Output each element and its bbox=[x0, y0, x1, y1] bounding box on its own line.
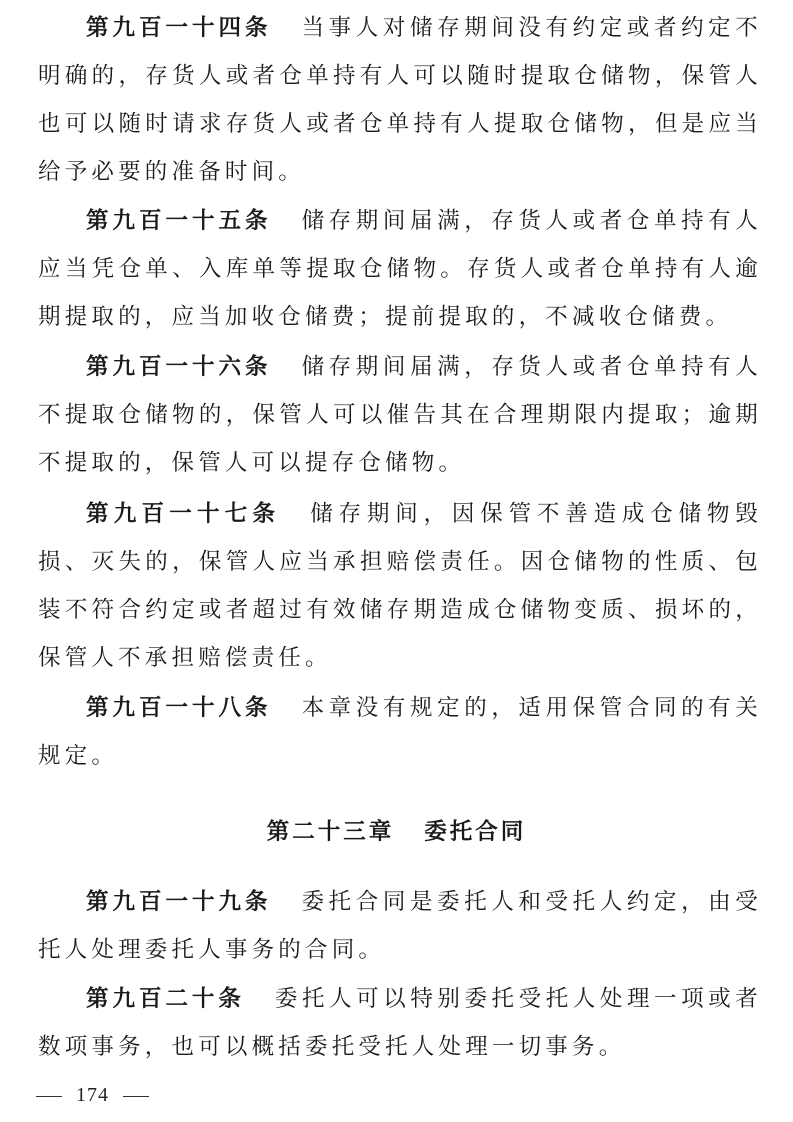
article-text: 本章没有规定的，适用保管合同的有关规定。 bbox=[38, 695, 762, 769]
footer-dash-right bbox=[123, 1096, 149, 1097]
article-number: 第九百一十六条 bbox=[86, 354, 272, 380]
article-920 bbox=[38, 975, 762, 1071]
article-915 bbox=[38, 197, 762, 341]
footer-dash-left bbox=[36, 1096, 62, 1097]
article-text: 委托人可以特别委托受托人处理一项或者数项事务，也可以概括委托受托人处理一切事务。 bbox=[38, 986, 762, 1060]
article-number: 第九百二十条 bbox=[86, 986, 245, 1012]
article-text: 储存期间届满，存货人或者仓单持有人应当凭仓单、入库单等提取仓储物。存货人或者仓单持有人逾期提取的，应当加收仓储费；提前提取的，不减收仓储费。 bbox=[38, 208, 762, 330]
article-number: 第九百一十八条 bbox=[86, 695, 272, 721]
chapter-heading bbox=[0, 812, 793, 852]
article-917 bbox=[38, 490, 762, 682]
page-footer bbox=[36, 1080, 149, 1110]
chapter-number: 第二十三章 bbox=[266, 819, 395, 845]
article-number: 第九百一十七条 bbox=[86, 501, 281, 527]
article-text: 当事人对储存期间没有约定或者约定不明确的，存货人或者仓单持有人可以随时提取仓储物，保管人也可以随时请求存货人或者仓单持有人提取仓储物，但是应当给予必要的准备时间。 bbox=[38, 15, 762, 185]
article-919 bbox=[38, 878, 762, 974]
article-916 bbox=[38, 343, 762, 487]
article-918 bbox=[38, 684, 762, 780]
article-number: 第九百一十九条 bbox=[86, 889, 272, 915]
article-text: 储存期间届满，存货人或者仓单持有人不提取仓储物的，保管人可以催告其在合理期限内提取；逾期不提取的，保管人可以提存仓储物。 bbox=[38, 354, 762, 476]
page-number: 174 bbox=[76, 1084, 109, 1106]
chapter-title: 委托合同 bbox=[424, 819, 527, 845]
article-text: 委托合同是委托人和受托人约定，由受托人处理委托人事务的合同。 bbox=[38, 889, 762, 963]
article-number: 第九百一十四条 bbox=[86, 15, 272, 41]
article-914 bbox=[38, 4, 762, 196]
article-number: 第九百一十五条 bbox=[86, 208, 272, 234]
article-text: 储存期间，因保管不善造成仓储物毁损、灭失的，保管人应当承担赔偿责任。因仓储物的性质、包装不符合约定或者超过有效储存期造成仓储物变质、损坏的，保管人不承担赔偿责任。 bbox=[38, 501, 762, 671]
